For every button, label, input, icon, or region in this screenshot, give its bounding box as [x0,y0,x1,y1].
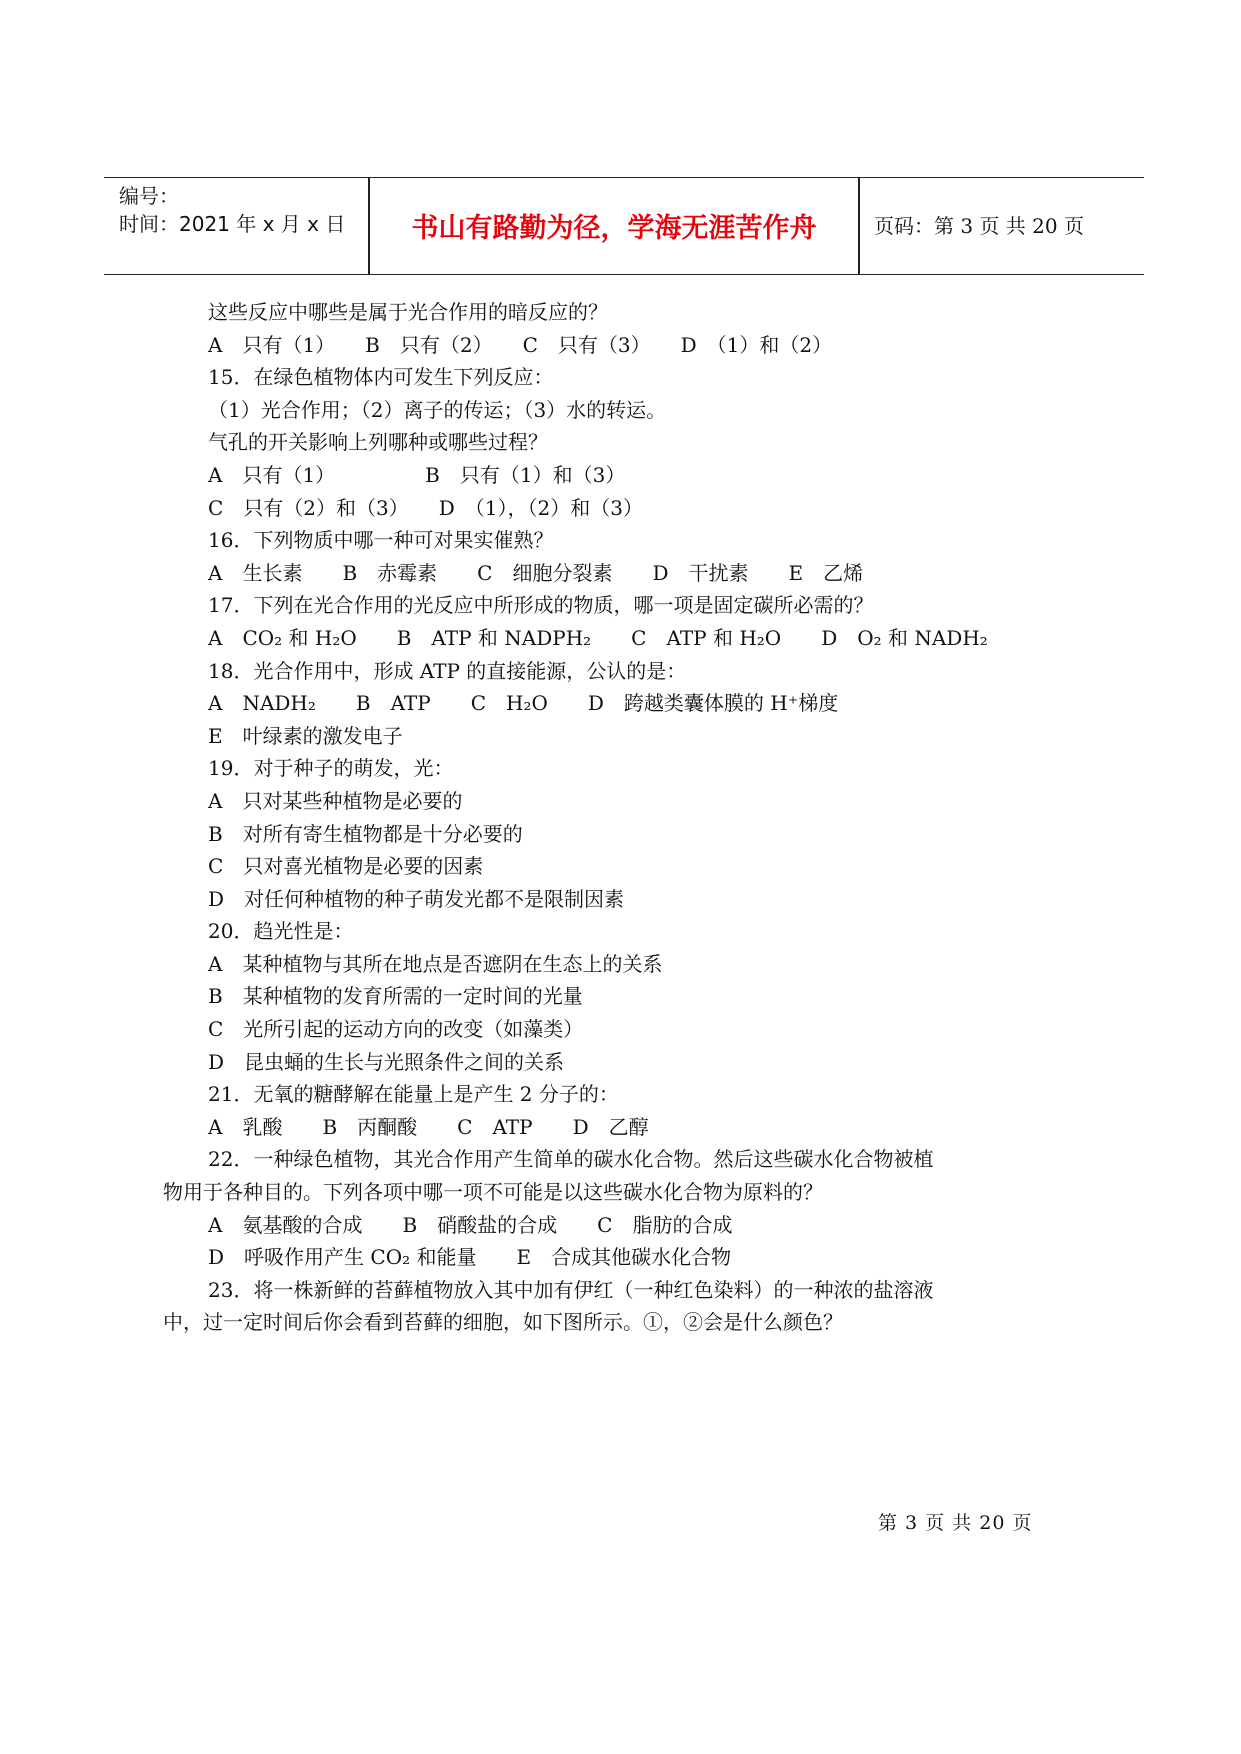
text-line: （1）光合作用；（2）离子的传运；（3）水的转运。 [208,397,667,422]
text-line: A 某种植物与其所在地点是否遮阴在生态上的关系 [208,951,663,976]
text-line: E 叶绿素的激发电子 [208,723,403,748]
header-page-info: 页码：第 3 页 共 20 页 [874,214,1084,238]
text-line: A CO₂ 和 H₂O B ATP 和 NADPH₂ C ATP 和 H₂O D O₂ 和 NADH₂ [208,625,988,650]
header-number-label: 编号： [119,184,179,208]
text-line: 20．趋光性是： [208,919,354,944]
text-line: 物用于各种目的。下列各项中哪一项不可能是以这些碳水化合物为原料的？ [163,1180,823,1205]
text-line: C 只对喜光植物是必要的因素 [208,854,484,879]
text-line: A 生长素 B 赤霉素 C 细胞分裂素 D 干扰素 E 乙烯 [208,560,864,585]
text-line: 17．下列在光合作用的光反应中所形成的物质，哪一项是固定碳所必需的？ [208,593,874,618]
text-line: 19．对于种子的萌发，光： [208,756,454,781]
text-line: 23．将一株新鲜的苔藓植物放入其中加有伊红（一种红色染料）的一种浓的盐溶液 [208,1277,934,1302]
text-line: 气孔的开关影响上列哪种或哪些过程？ [208,430,548,455]
text-line: 15．在绿色植物体内可发生下列反应： [208,365,554,390]
text-line: 16．下列物质中哪一种可对果实催熟？ [208,528,554,553]
text-line: 22．一种绿色植物，其光合作用产生简单的碳水化合物。然后这些碳水化合物被植 [208,1147,934,1172]
page-footer: 第 3 页 共 20 页 [878,1512,1033,1534]
text-line: D 昆虫蛹的生长与光照条件之间的关系 [208,1049,565,1074]
text-line: A 氨基酸的合成 B 硝酸盐的合成 C 脂肪的合成 [208,1212,733,1237]
header-time-label: 时间：2021 年 x 月 x 日 [119,212,346,236]
text-line: 21．无氧的糖酵解在能量上是产生 2 分子的： [208,1082,619,1107]
question-body [163,296,1038,1339]
text-line: C 光所引起的运动方向的改变（如藻类） [208,1017,584,1042]
text-line: A 只对某些种植物是必要的 [208,788,463,813]
text-line: 这些反应中哪些是属于光合作用的暗反应的？ [208,300,608,324]
text-line: A 乳酸 B 丙酮酸 C ATP D 乙醇 [208,1114,649,1139]
document-header [104,177,1144,275]
text-line: A 只有（1） B 只有（1）和（3） [208,462,626,487]
text-line: B 对所有寄生植物都是十分必要的 [208,821,523,846]
text-line: D 呼吸作用产生 CO₂ 和能量 E 合成其他碳水化合物 [208,1245,732,1270]
text-line: A NADH₂ B ATP C H₂O D 跨越类囊体膜的 H⁺梯度 [208,691,839,716]
header-meta [119,182,369,238]
text-line: A 只有（1） B 只有（2） C 只有（3） D （1）和（2） [208,332,833,357]
text-line: B 某种植物的发育所需的一定时间的光量 [208,984,583,1009]
header-divider [858,178,860,274]
text-line: 中，过一定时间后你会看到苔藓的细胞，如下图所示。①，②会是什么颜色？ [163,1310,843,1335]
header-motto: 书山有路勤为径，学海无涯苦作舟 [411,213,817,244]
text-line: D 对任何种植物的种子萌发光都不是限制因素 [208,886,625,911]
text-line: C 只有（2）和（3） D （1），（2）和（3） [208,495,643,520]
text-line: 18．光合作用中，形成 ATP 的直接能源，公认的是： [208,658,687,683]
